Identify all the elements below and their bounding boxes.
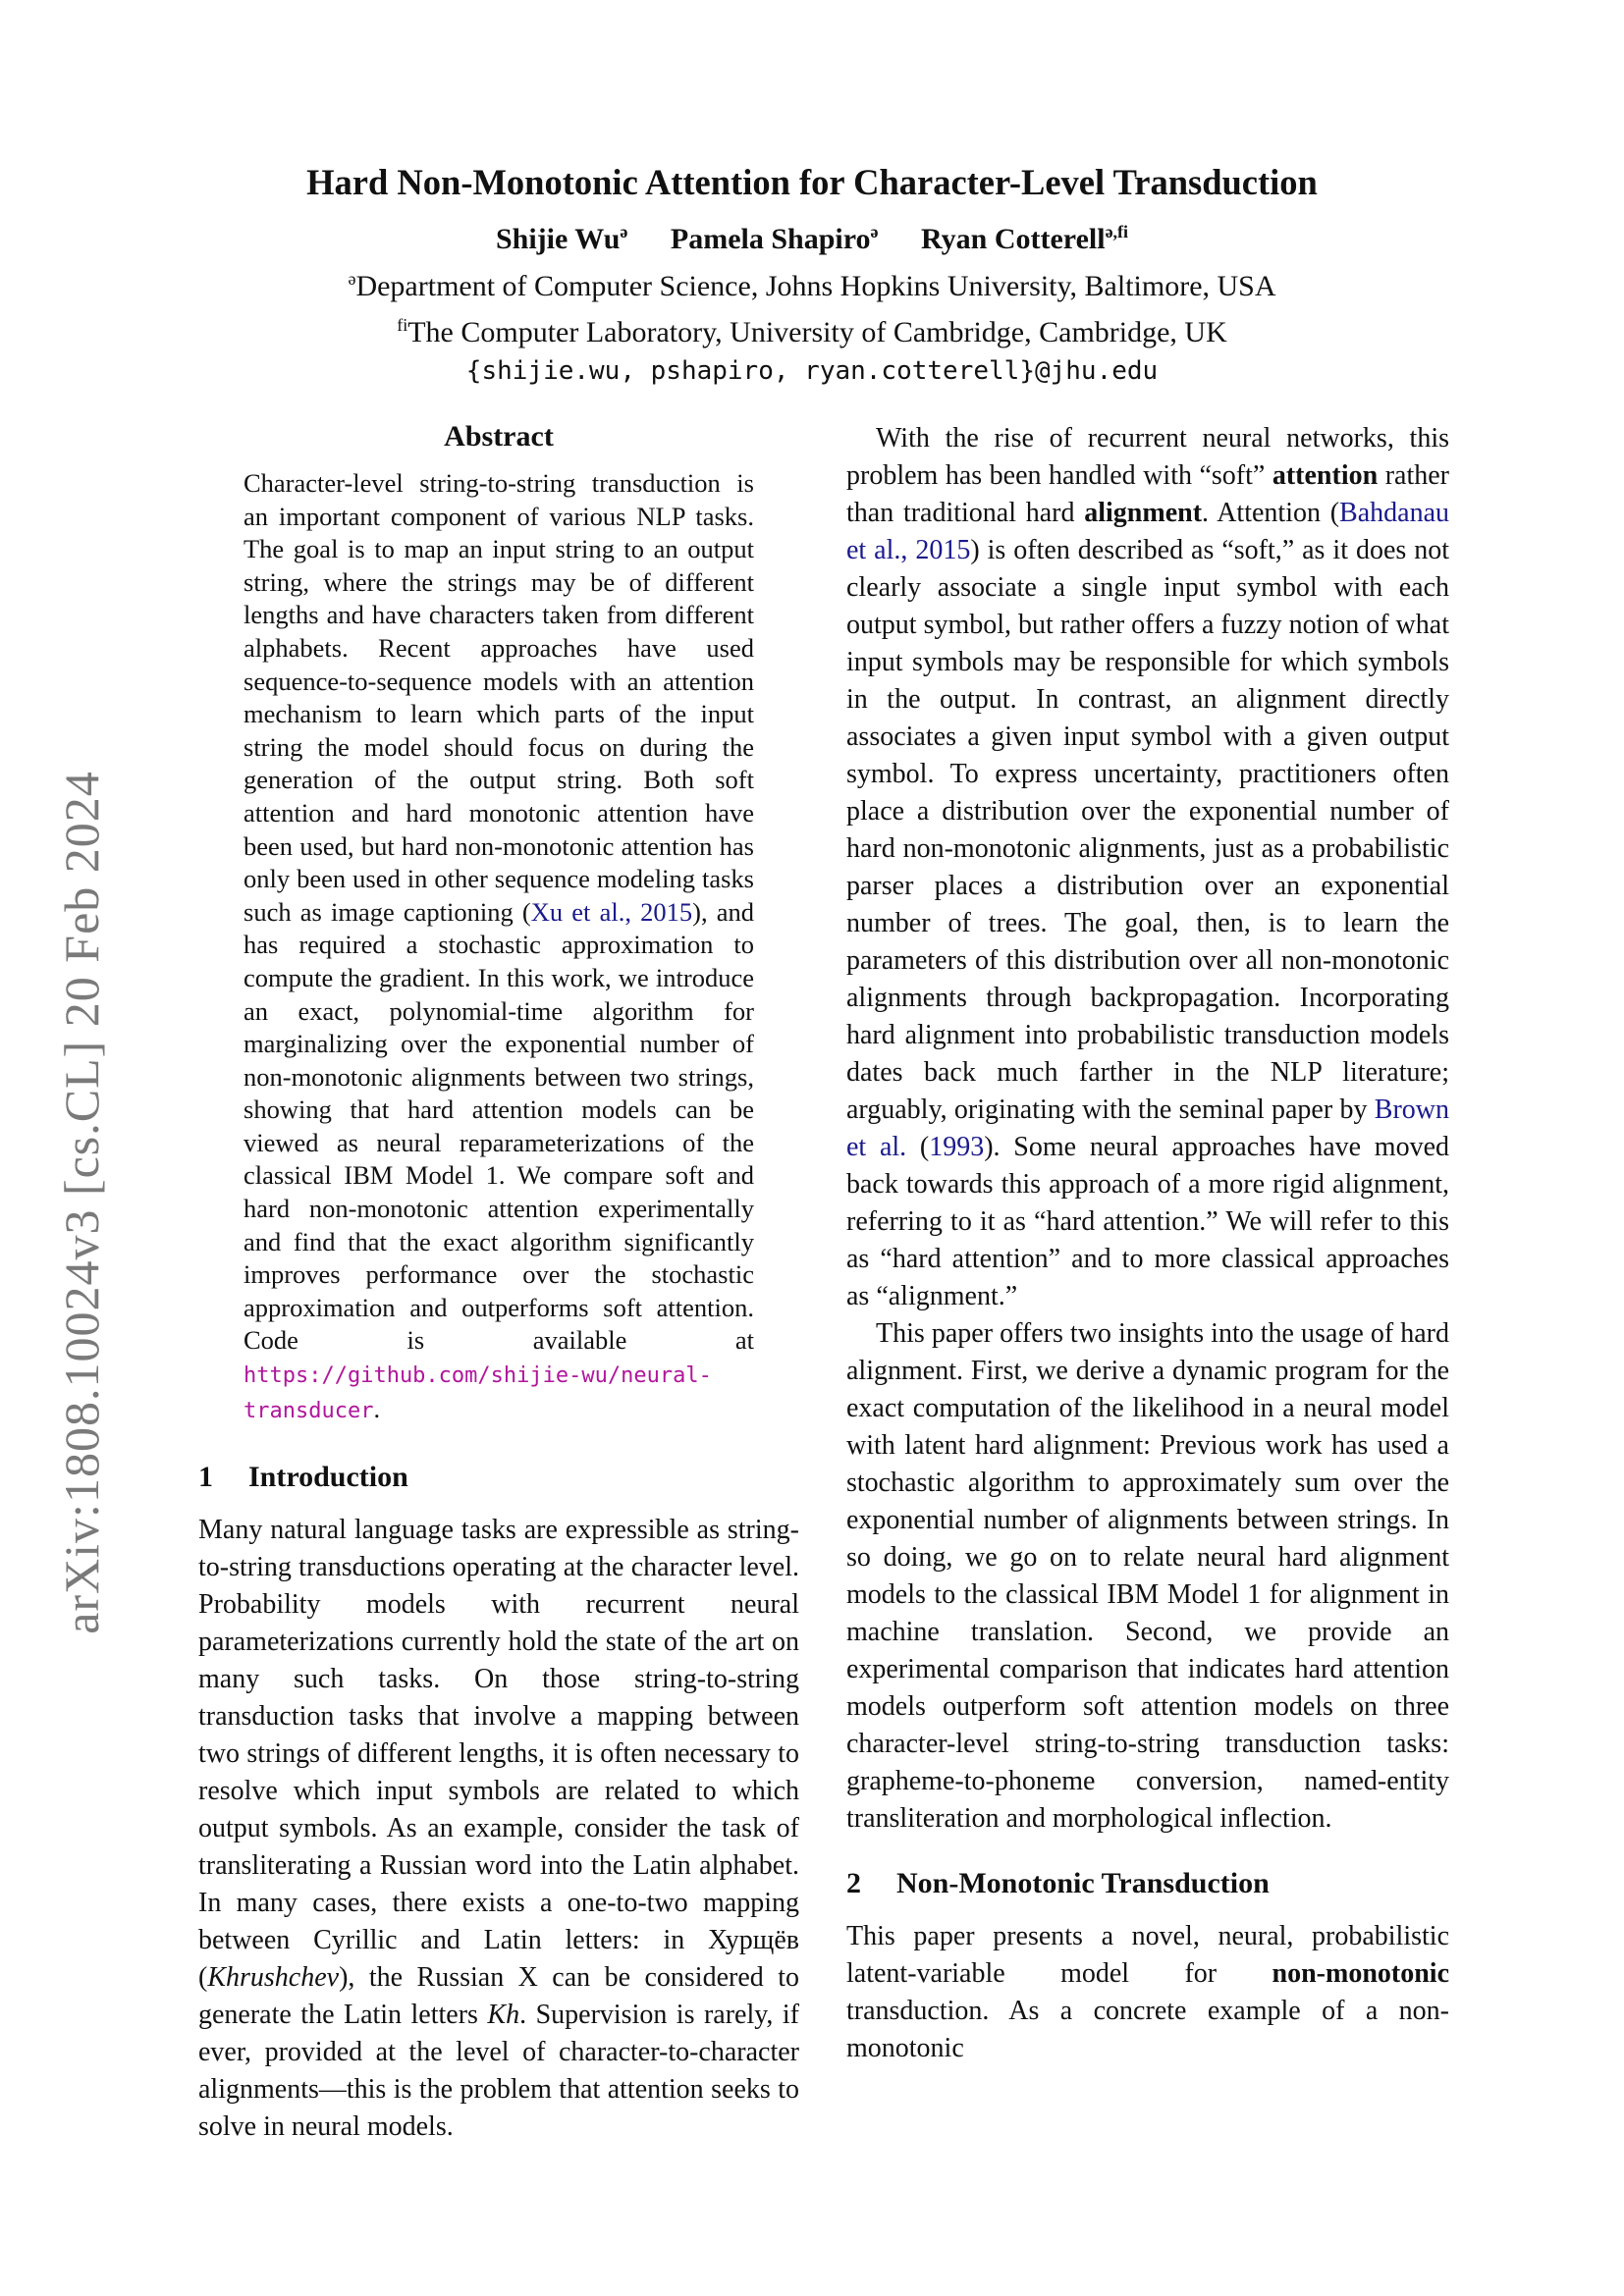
section-title: Non-Monotonic Transduction xyxy=(896,1867,1270,1899)
section-heading xyxy=(846,1867,1449,1900)
arxiv-stamp xyxy=(8,687,155,1718)
left-column xyxy=(198,420,799,2146)
citation-link[interactable]: Brown et al. xyxy=(846,1095,1449,1162)
section-number: 2 xyxy=(846,1867,861,1899)
arxiv-stamp-text: arXiv:1808.10024v3 [cs.CL] 20 Feb 2024 xyxy=(54,771,110,1634)
section-number: 1 xyxy=(198,1461,213,1494)
paragraph: This paper presents a novel, neural, probabilistic latent-variable model for non-monotonic transduction. As a concrete example of a non-monotonic xyxy=(846,1921,1449,2063)
author: Ryan Cotterell$^{ə,fi}$ xyxy=(921,222,1129,255)
citation-link[interactable]: 1993 xyxy=(929,1132,985,1162)
paper-title: Hard Non-Monotonic Attention for Character-Level Transduction xyxy=(306,162,1318,202)
author: Shijie $Wu^ə$ xyxy=(495,222,628,255)
code-url-link[interactable]: https://github.com/shijie-wu/neural-transducer xyxy=(244,1363,712,1423)
section-heading xyxy=(198,1461,799,1494)
paragraph: With the rise of recurrent neural networks, this problem has been handled with “soft” attention rather than traditional hard alignment. Attention (Bahdanau et al., 2015) is often described as “soft,” as it does not clearly associate a single input symbol with each output symbol, but rather offers a fuzzy notion of what input symbols may be responsible for which symbols in the output. In contrast, an alignment directly associates a given input symbol with a given output symbol. To express uncertainty, practitioners often place a distribution over the exponential number of hard non-monotonic alignments, just as a probabilistic parser places a distribution over an exponential number of trees. The goal, then, is to learn the parameters of this distribution over all non-monotonic alignments through backpropagation. Incorporating hard alignment into probabilistic transduction models dates back much farther in the NLP literature; arguably, originating with the seminal paper by Brown et al. (1993). Some neural approaches have moved back towards this approach of a more rigid alignment, referring to it as “hard attention.” We will refer to this as “hard attention” and to more classical approaches as “alignment.” xyxy=(846,423,1450,1311)
affiliation: $^ə$Department of Computer Science, Johns Hopkins University, Baltimore, USA xyxy=(348,269,1276,302)
citation-link[interactable]: Xu et al., 2015 xyxy=(530,896,693,927)
right-column xyxy=(846,420,1449,2067)
abstract-heading: Abstract xyxy=(444,420,554,453)
author: Pamela Shapiro$^ə$ xyxy=(670,222,879,255)
affiliation: $^{fi}$The Computer Laboratory, University of Cambridge, Cambridge, UK xyxy=(397,315,1227,348)
author-email: {shijie.wu, pshapiro, ryan.cotterell}@jhu.edu xyxy=(465,356,1159,386)
section-title: Introduction xyxy=(248,1461,408,1494)
paragraph: This paper offers two insights into the usage of hard alignment. First, we derive a dynamic program for the exact computation of the likelihood in a neural model with latent hard alignment: Previous work has used a stochastic algorithm to approximately sum over the exponential number of alignments between strings. In so doing, we go on to relate neural hard alignment models to the classical IBM Model 1 for alignment in machine translation. Second, we provide an experimental comparison that indicates hard attention models outperform soft attention models on three character-level string-to-string transduction tasks: grapheme-to-phoneme conversion, named-entity transliteration and morphological inflection. xyxy=(846,1318,1449,1834)
paragraph: Many natural language tasks are expressible as string-to-string transductions operating at the character level. Probability models with recurrent neural parameterizations currently hold the state of the art on many such tasks. On those string-to-string transduction tasks that involve a mapping between two strings of different lengths, it is often necessary to resolve which input symbols are related to which output symbols. As an example, consider the task of transliterating a Russian word into the Latin alphabet. In many cases, there exists a one-to-two mapping between Cyrillic and Latin letters: in Хурщёв (Khrushchev), the Russian Х can be considered to generate the Latin letters Kh. Supervision is rarely, if ever, provided at the level of character-to-character alignments—this is the problem that attention seeks to solve in neural models. xyxy=(198,1515,799,2143)
author-list xyxy=(196,222,1428,256)
abstract-text: Character-level string-to-string transduction is an important component of various NLP tasks. The goal is to map an input string to an output string, where the strings may be of different lengths and have characters taken from different alphabets. Recent approaches have used sequence-to-sequence models with an attention mechanism to learn which parts of the input string the model should focus on during the generation of the output string. Both soft attention and hard monotonic attention have been used, but hard non-monotonic attention has only been used in other sequence modeling tasks such as image captioning (Xu et al., 2015), and has required a stochastic approximation to compute the gradient. In this work, we introduce an exact, polynomial-time algorithm for marginalizing over the exponential number of non-monotonic alignments between two strings, showing that hard attention models can be viewed as neural reparameterizations of the classical IBM Model 1. We compare soft and hard non-monotonic attention experimentally and find that the exact algorithm significantly improves performance over the stochastic approximation and outperforms soft attention. Code is available at https://github.com/shijie-wu/neural-transducer. xyxy=(244,468,754,1423)
citation-link[interactable]: Bahdanau et al., 2015 xyxy=(846,498,1449,565)
